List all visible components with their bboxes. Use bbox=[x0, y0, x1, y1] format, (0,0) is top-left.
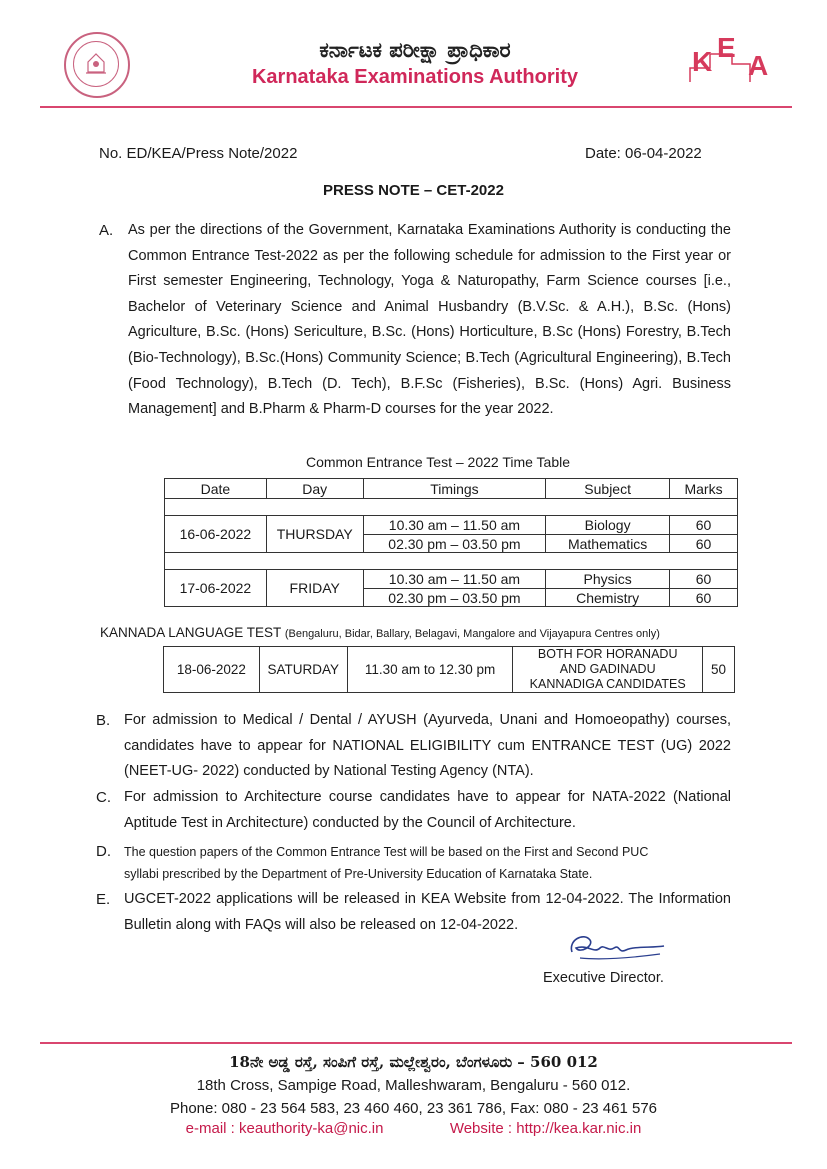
spacer-cell bbox=[165, 499, 738, 516]
footer-address-kannada: 18ನೇ ಅಡ್ಡ ರಸ್ತೆ, ಸಂಪಿಗೆ ರಸ್ತೆ, ಮಲ್ಲೇಶ್ವರಂ, ಬೆಂಗಳೂರು – 560 012 bbox=[229, 1053, 598, 1071]
reference-number: No. ED/KEA/Press Note/2022 bbox=[99, 145, 298, 162]
table-row bbox=[164, 647, 735, 693]
seal-emblem-icon bbox=[74, 42, 118, 86]
subject-cell: Chemistry bbox=[546, 589, 670, 607]
kea-seal-logo bbox=[64, 32, 130, 98]
date-cell: 18-06-2022 bbox=[164, 647, 260, 693]
table-spacer-row bbox=[165, 553, 738, 570]
marks-cell: 60 bbox=[670, 516, 738, 535]
section-c-text: For admission to Architecture course candidates have to appear for NATA-2022 (National Aptitude Test in Architecture) conducted by the Council of Architecture. bbox=[124, 789, 731, 831]
seal-inner-ring bbox=[73, 41, 119, 87]
kea-logo-letter-e: E bbox=[717, 32, 736, 63]
page-title: PRESS NOTE – CET-2022 bbox=[323, 182, 504, 199]
section-d-letter: D. bbox=[96, 843, 111, 860]
timing-cell: 10.30 am – 11.50 am bbox=[363, 570, 546, 589]
subject-cell: Physics bbox=[546, 570, 670, 589]
table-row bbox=[165, 516, 738, 535]
date-cell: 16-06-2022 bbox=[165, 516, 267, 553]
kea-logo-letter-k: K bbox=[692, 46, 713, 77]
kea-logo bbox=[688, 34, 772, 86]
kea-title-english: Karnataka Examinations Authority bbox=[251, 66, 578, 88]
candidates-line: BOTH FOR HORANADU bbox=[537, 647, 678, 661]
candidates-line: KANNADIGA CANDIDATES bbox=[529, 677, 686, 691]
section-e-letter: E. bbox=[96, 891, 111, 908]
marks-cell: 50 bbox=[703, 647, 735, 693]
column-header-day: Day bbox=[266, 479, 363, 499]
kea-logo-letter-a: A bbox=[748, 50, 769, 81]
section-e-text: UGCET-2022 applications will be released in KEA Website from 12-04-2022. The Information Bulletin along with FAQs will also be released on 12-04-2022. bbox=[124, 891, 731, 933]
kannada-test-centres: (Bengaluru, Bidar, Ballary, Belagavi, Mangalore and Vijayapura Centres only) bbox=[284, 628, 660, 640]
marks-cell: 60 bbox=[670, 570, 738, 589]
day-cell: THURSDAY bbox=[266, 516, 363, 553]
footer-email-link[interactable]: e-mail : keauthority-ka@nic.in bbox=[185, 1120, 384, 1137]
signatory-designation: Executive Director. bbox=[543, 970, 664, 986]
spacer-cell bbox=[165, 553, 738, 570]
table-row bbox=[165, 570, 738, 589]
timing-cell: 10.30 am – 11.50 am bbox=[363, 516, 546, 535]
signature-image bbox=[560, 918, 670, 968]
press-note-date: Date: 06-04-2022 bbox=[585, 145, 702, 162]
kannada-test-name: KANNADA LANGUAGE TEST bbox=[100, 625, 282, 640]
timing-cell: 11.30 am to 12.30 pm bbox=[347, 647, 513, 693]
subject-cell: Mathematics bbox=[546, 535, 670, 553]
candidates-cell bbox=[513, 647, 703, 693]
day-cell: FRIDAY bbox=[266, 570, 363, 607]
section-b-letter: B. bbox=[96, 712, 111, 729]
footer-website-link[interactable]: Website : http://kea.kar.nic.in bbox=[449, 1120, 642, 1137]
footer-address-english: 18th Cross, Sampige Road, Malleshwaram, Bengaluru - 560 012. bbox=[196, 1077, 631, 1094]
column-header-date: Date bbox=[165, 479, 267, 499]
column-header-marks: Marks bbox=[670, 479, 738, 499]
column-header-timings: Timings bbox=[363, 479, 546, 499]
table-header-row bbox=[165, 479, 738, 499]
date-cell: 17-06-2022 bbox=[165, 570, 267, 607]
timetable-caption: Common Entrance Test – 2022 Time Table bbox=[305, 454, 571, 470]
footer-phone-fax: Phone: 080 - 23 564 583, 23 460 460, 23 361 786, Fax: 080 - 23 461 576 bbox=[169, 1100, 658, 1117]
section-a-text: As per the directions of the Government, Karnataka Examinations Authority is conducting the Common Entrance Test-2022 as per the following schedule for admission to the First year or First semester Engineering, Technology, Yoga & Naturopathy, Farm Science courses [i.e., Bachelor of Veterinary Science and Animal Husbandry (B.V.Sc. & A.H.), B.Sc. (Hons) Agriculture, B.Sc. (Hons) Sericulture, B.Sc. (Hons) Horticulture, B.Sc (Hons) Forestry, B.Tech (Bio-Technology), B.Sc.(Hons) Community Science; B.Tech (Agricultural Engineering), B.Tech (Food Technology), B.Tech (D. Tech), B.F.Sc (Fisheries), B.Sc. (Hons) Agri. Business Management] and B.Pharm & Pharm-D courses for the year 2022. bbox=[128, 222, 731, 418]
cet-timetable bbox=[164, 478, 738, 607]
section-a-letter: A. bbox=[99, 222, 114, 239]
header-divider bbox=[40, 106, 792, 108]
marks-cell: 60 bbox=[670, 589, 738, 607]
section-d-text: The question papers of the Common Entrance Test will be based on the First and Second PUC syllabi prescribed by the Department of Pre-University Education of Karnataka State. bbox=[124, 845, 649, 881]
kannada-test-title bbox=[100, 625, 660, 640]
column-header-subject: Subject bbox=[546, 479, 670, 499]
day-cell: SATURDAY bbox=[259, 647, 347, 693]
footer-divider bbox=[40, 1042, 792, 1044]
timing-cell: 02.30 pm – 03.50 pm bbox=[363, 535, 546, 553]
section-b-text: For admission to Medical / Dental / AYUSH (Ayurveda, Unani and Homoeopathy) courses, candidates have to appear for NATIONAL ELIGIBILITY cum ENTRANCE TEST (UG) 2022 (NEET-UG- 2022) conducted by National Testing Agency (NTA). bbox=[124, 712, 731, 780]
timing-cell: 02.30 pm – 03.50 pm bbox=[363, 589, 546, 607]
subject-cell: Biology bbox=[546, 516, 670, 535]
section-c-letter: C. bbox=[96, 789, 111, 806]
kea-title-kannada: ಕರ್ನಾಟಕ ಪರೀಕ್ಷಾ ಪ್ರಾಧಿಕಾರ bbox=[319, 38, 511, 62]
footer-contact bbox=[0, 1120, 827, 1137]
table-spacer-row bbox=[165, 499, 738, 516]
candidates-line: AND GADINADU bbox=[559, 662, 656, 676]
kannada-test-table bbox=[163, 646, 735, 693]
marks-cell: 60 bbox=[670, 535, 738, 553]
